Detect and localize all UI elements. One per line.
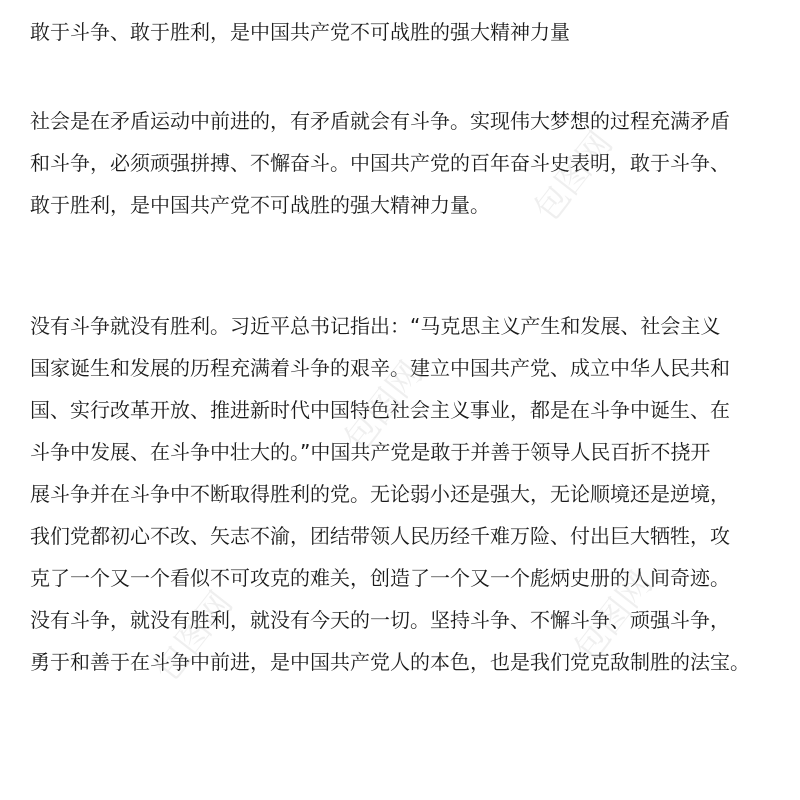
watermark: 包图网 [146,584,241,690]
watermark: 包图网 [566,564,661,670]
paragraph-line: 克了一个又一个看似不可攻克的难关，创造了一个又一个彪炳史册的人间奇迹。 [30,566,730,590]
paragraph-1 [30,100,730,226]
paragraph-line: 勇于和善于在斗争中前进，是中国共产党人的本色，也是我们党克敌制胜的法宝。 [30,650,750,674]
paragraph-line: 国家诞生和发展的历程充满着斗争的艰辛。建立中国共产党、成立中华人民共和 [30,356,730,380]
paragraph-line: 敢于胜利，是中国共产党不可战胜的强大精神力量。 [30,193,490,217]
paragraph-line: 没有斗争就没有胜利。习近平总书记指出：“马克思主义产生和发展、社会主义 [30,314,721,338]
paragraph-line: 国、实行改革开放、推进新时代中国特色社会主义事业，都是在斗争中诞生、在 [30,398,730,422]
paragraph-2 [30,305,750,683]
paragraph-line: 社会是在矛盾运动中前进的，有矛盾就会有斗争。实现伟大梦想的过程充满矛盾 [30,109,730,133]
watermark: 包图网 [336,354,431,460]
paragraph-line: 斗争中发展、在斗争中壮大的。”中国共产党是敢于并善于领导人民百折不挠开 [30,440,711,464]
watermark: 包图网 [526,124,621,230]
paragraph-line: 和斗争，必须顽强拼搏、不懈奋斗。中国共产党的百年奋斗史表明，敢于斗争、 [30,151,730,175]
article-title: 敢于斗争、敢于胜利，是中国共产党不可战胜的强大精神力量 [30,20,570,44]
paragraph-line: 展斗争并在斗争中不断取得胜利的党。无论弱小还是强大，无论顺境还是逆境， [30,482,730,506]
paragraph-line: 没有斗争，就没有胜利，就没有今天的一切。坚持斗争、不懈斗争、顽强斗争， [30,608,730,632]
paragraph-line: 我们党都初心不改、矢志不渝，团结带领人民历经千难万险、付出巨大牺牲，攻 [30,524,730,548]
